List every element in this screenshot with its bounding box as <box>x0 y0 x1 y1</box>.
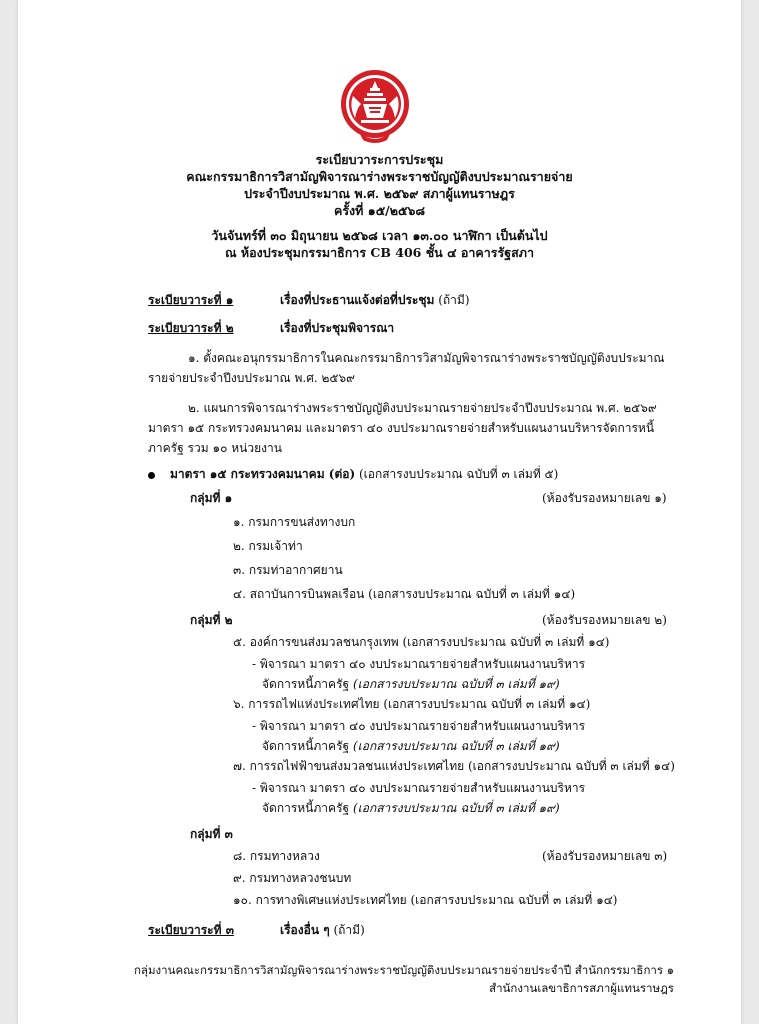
section-15-note: (เอกสารงบประมาณ ฉบับที่ ๓ เล่มที่ ๕) <box>358 467 559 481</box>
sub-reference: (เอกสารงบประมาณ ฉบับที่ ๓ เล่มที่ ๑๙) <box>352 739 560 753</box>
group-1-item: ๓. กรมท่าอากาศยาน <box>233 563 343 577</box>
footer-office-line2: สำนักงานเลขาธิการสภาผู้แทนราษฎร <box>489 981 674 995</box>
group-1-item: ๑. กรมการขนส่งทางบก <box>233 515 356 529</box>
parliament-emblem-icon <box>339 66 411 146</box>
group-1-item: ๔. สถาบันการบินพลเรือน (เอกสารงบประมาณ ฉบับที่ ๓ เล่มที่ ๑๔) <box>233 587 576 601</box>
group-3-label: กลุ่มที่ ๓ <box>190 827 233 841</box>
agenda-3-label: ระเบียบวาระที่ ๓ <box>148 923 234 937</box>
group-2-item-6: ๖. การรถไฟแห่งประเทศไทย (เอกสารงบประมาณ ฉบับที่ ๓ เล่มที่ ๑๔) <box>233 697 591 711</box>
sub-label: จัดการหนี้ภาครัฐ <box>262 739 350 753</box>
agenda-3-text <box>280 922 365 938</box>
sub-label: จัดการหนี้ภาครัฐ <box>262 801 350 815</box>
agenda-2-label: ระเบียบวาระที่ ๒ <box>148 321 234 335</box>
group-2-item-6-sub-line1: - พิจารณา มาตรา ๔๐ งบประมาณรายจ่ายสำหรับแผนงานบริหาร <box>252 719 586 733</box>
group-2-item-7-sub-line2 <box>262 800 560 816</box>
group-3-item: ๙. กรมทางหลวงชนบท <box>233 871 352 885</box>
group-2-item-6-sub-line2 <box>262 738 560 754</box>
section-15-heading <box>170 466 558 482</box>
group-1-room: (ห้องรับรองหมายเลข ๑) <box>542 491 667 505</box>
sub-reference: (เอกสารงบประมาณ ฉบับที่ ๓ เล่มที่ ๑๙) <box>352 677 560 691</box>
group-2-room: (ห้องรับรองหมายเลข ๒) <box>542 613 667 627</box>
committee-name: คณะกรรมาธิการวิสามัญพิจารณาร่างพระราชบัญญัติงบประมาณรายจ่าย <box>186 169 573 184</box>
agenda-1-label: ระเบียบวาระที่ ๑ <box>148 293 234 307</box>
doc-title: ระเบียบวาระการประชุม <box>315 152 444 167</box>
group-2-label: กลุ่มที่ ๒ <box>190 613 233 627</box>
meeting-number: ครั้งที่ ๑๕/๒๕๖๘ <box>333 203 425 218</box>
bullet-icon <box>148 472 155 479</box>
group-3-item: ๘. กรมทางหลวง <box>233 849 320 863</box>
group-1-label: กลุ่มที่ ๑ <box>190 491 233 505</box>
agenda-1-text <box>280 292 470 308</box>
group-3-room: (ห้องรับรองหมายเลข ๓) <box>542 849 668 863</box>
agenda-2-item-2-line2: มาตรา ๑๕ กระทรวงคมนาคม และมาตรา ๔๐ งบประมาณรายจ่ายสำหรับแผนงานบริหารจัดการหนี้ <box>148 421 655 435</box>
agenda-1-note: (ถ้ามี) <box>438 293 470 307</box>
agenda-2-item-2-line1: ๒. แผนการพิจารณาร่างพระราชบัญญัติงบประมาณรายจ่ายประจำปีงบประมาณ พ.ศ. ๒๕๖๙ <box>188 401 657 415</box>
agenda-2-item-1-line2: รายจ่ายประจำปีงบประมาณ พ.ศ. ๒๕๖๙ <box>148 371 355 385</box>
agenda-2-title: เรื่องที่ประชุมพิจารณา <box>280 321 395 335</box>
sub-reference: (เอกสารงบประมาณ ฉบับที่ ๓ เล่มที่ ๑๙) <box>352 801 560 815</box>
agenda-2-item-1-line1: ๑. ตั้งคณะอนุกรรมาธิการในคณะกรรมาธิการวิสามัญพิจารณาร่างพระราชบัญญัติงบประมาณ <box>188 351 665 365</box>
agenda-2-item-2-line3: ภาครัฐ รวม ๑๐ หน่วยงาน <box>148 441 282 455</box>
group-2-item-5: ๕. องค์การขนส่งมวลชนกรุงเทพ (เอกสารงบประมาณ ฉบับที่ ๓ เล่มที่ ๑๔) <box>233 635 610 649</box>
fiscal-year-line: ประจำปีงบประมาณ พ.ศ. ๒๕๖๙ สภาผู้แทนราษฎร <box>244 186 515 201</box>
agenda-1-title: เรื่องที่ประธานแจ้งต่อที่ประชุม <box>280 293 435 307</box>
group-2-item-7: ๗. การรถไฟฟ้าขนส่งมวลชนแห่งประเทศไทย (เอกสารงบประมาณ ฉบับที่ ๓ เล่มที่ ๑๔) <box>233 759 675 773</box>
group-2-item-7-sub-line1: - พิจารณา มาตรา ๔๐ งบประมาณรายจ่ายสำหรับแผนงานบริหาร <box>252 781 586 795</box>
section-15-title: มาตรา ๑๕ กระทรวงคมนาคม (ต่อ) <box>170 467 356 481</box>
agenda-3-note: (ถ้ามี) <box>333 923 365 937</box>
footer-office-line1: กลุ่มงานคณะกรรมาธิการวิสามัญพิจารณาร่างพระราชบัญญัติงบประมาณรายจ่ายประจำปี สำนักกรรมาธิการ ๑ <box>133 963 674 977</box>
group-2-item-5-sub-line2 <box>262 676 560 692</box>
group-1-item: ๒. กรมเจ้าท่า <box>233 539 303 553</box>
meeting-location: ณ ห้องประชุมกรรมาธิการ CB 406 ชั้น ๔ อาคารรัฐสภา <box>224 245 535 260</box>
agenda-3-title: เรื่องอื่น ๆ <box>280 923 330 937</box>
group-2-item-5-sub-line1: - พิจารณา มาตรา ๔๐ งบประมาณรายจ่ายสำหรับแผนงานบริหาร <box>252 657 586 671</box>
meeting-date: วันจันทร์ที่ ๓๐ มิถุนายน ๒๕๖๘ เวลา ๑๓.๐๐ นาฬิกา เป็นต้นไป <box>211 228 548 243</box>
group-3-item: ๑๐. การทางพิเศษแห่งประเทศไทย (เอกสารงบประมาณ ฉบับที่ ๓ เล่มที่ ๑๔) <box>233 893 618 907</box>
sub-label: จัดการหนี้ภาครัฐ <box>262 677 350 691</box>
